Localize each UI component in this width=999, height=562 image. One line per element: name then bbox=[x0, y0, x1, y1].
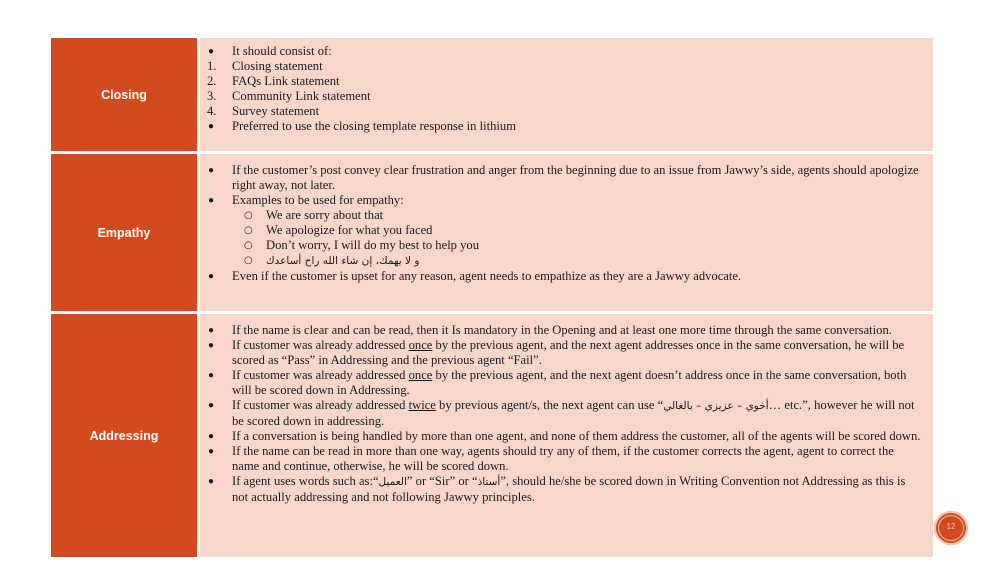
slide-number: 12 bbox=[946, 522, 956, 531]
table-row-empathy bbox=[51, 153, 933, 313]
bullet-icon: ● bbox=[208, 195, 215, 206]
bullet-icon: ● bbox=[208, 165, 215, 176]
number-marker: 1. bbox=[207, 59, 217, 73]
bullet-icon: ● bbox=[208, 431, 215, 442]
underlined-word: once bbox=[408, 338, 433, 352]
number-marker: 2. bbox=[207, 74, 217, 88]
table-row-addressing bbox=[51, 313, 933, 558]
empathy-bullet-1: If the customer’s post convey clear frustration and anger from the beginning due to an issue from Jawwy’s side, agents should apologize right away, not later. bbox=[232, 163, 919, 192]
closing-item-1: Closing statement bbox=[232, 59, 323, 73]
addressing-bullet-7 bbox=[232, 474, 905, 504]
bullet-icon: ● bbox=[208, 370, 215, 381]
underlined-word: twice bbox=[408, 398, 436, 412]
empathy-content bbox=[199, 153, 934, 313]
closing-label: Closing bbox=[51, 38, 199, 153]
list-item bbox=[200, 119, 923, 134]
text-run: by the previous agent, and the next agent doesn’t address once in the same conversation, both will be scored down in Addressing. bbox=[232, 368, 907, 397]
empathy-example-3: Don’t worry, I will do my best to help you bbox=[266, 238, 480, 252]
arabic-text: العميل bbox=[378, 476, 407, 488]
addressing-bullet-6: If the name can be read in more than one way, agents should try any of them, if the customer corrects the agent, agent to correct the name and continue, otherwise, he will be scored down. bbox=[232, 444, 894, 473]
circle-bullet-icon: ○ bbox=[244, 240, 253, 251]
text-run: by previous agent/s, the next agent can use “ bbox=[435, 398, 664, 412]
text-run: by the previous agent, and the next agent addresses once in the same conversation, he will be scored as “Pass” in Addressing and the previous agent “Fail”. bbox=[232, 338, 905, 367]
arabic-text: أستاذ bbox=[477, 476, 501, 488]
closing-item-4: Survey statement bbox=[232, 104, 320, 118]
empathy-example-2: We apologize for what you faced bbox=[266, 223, 433, 237]
empathy-example-1: We are sorry about that bbox=[266, 208, 384, 222]
text-run: If customer was already addressed bbox=[232, 338, 409, 352]
list-item bbox=[200, 44, 923, 59]
list-item bbox=[200, 474, 923, 505]
closing-item-2: FAQs Link statement bbox=[232, 74, 340, 88]
list-item bbox=[200, 398, 923, 429]
list-item bbox=[200, 193, 923, 208]
underlined-word: once bbox=[408, 368, 433, 382]
bullet-icon: ● bbox=[208, 340, 215, 351]
text-run: If customer was already addressed bbox=[232, 398, 409, 412]
empathy-bullet-3: Even if the customer is upset for any reason, agent needs to empathize as they are a Jawwy advocate. bbox=[232, 269, 742, 283]
addressing-bullet-2 bbox=[232, 338, 904, 367]
quality-criteria-table bbox=[51, 38, 933, 557]
list-item bbox=[200, 323, 923, 338]
addressing-bullet-3 bbox=[232, 368, 906, 397]
bullet-icon: ● bbox=[208, 271, 215, 282]
bullet-icon: ● bbox=[208, 325, 215, 336]
closing-content bbox=[199, 38, 934, 153]
list-item bbox=[200, 444, 923, 474]
list-item bbox=[200, 163, 923, 193]
list-item bbox=[200, 253, 923, 269]
list-item bbox=[200, 429, 923, 444]
addressing-bullet-5: If a conversation is being handled by more than one agent, and none of them address the customer, all of the agents will be scored down. bbox=[232, 429, 921, 443]
circle-bullet-icon: ○ bbox=[244, 225, 253, 236]
bullet-icon: ● bbox=[208, 400, 215, 411]
empathy-bullet-2: Examples to be used for empathy: bbox=[232, 193, 404, 207]
list-item bbox=[200, 59, 923, 74]
closing-item-3: Community Link statement bbox=[232, 89, 371, 103]
list-item bbox=[200, 223, 923, 238]
list-item bbox=[200, 238, 923, 253]
list-item bbox=[200, 89, 923, 104]
arabic-text: أخوي – عزيزي – بالغالي bbox=[663, 400, 769, 412]
text-run: If customer was already addressed bbox=[232, 368, 409, 382]
bullet-icon: ● bbox=[208, 476, 215, 487]
slide-number-button[interactable] bbox=[934, 511, 968, 545]
list-item bbox=[200, 368, 923, 398]
list-item bbox=[200, 338, 923, 368]
addressing-bullet-4 bbox=[232, 398, 914, 428]
text-run: ”, should he/she be scored down in Writing Convention not Addressing as this is not actually addressing and not following Jawwy principles. bbox=[232, 474, 906, 504]
list-item bbox=[200, 74, 923, 89]
circle-bullet-icon: ○ bbox=[244, 210, 253, 221]
list-item bbox=[200, 269, 923, 284]
text-run: If agent uses words such as:“ bbox=[232, 474, 379, 488]
bullet-icon: ● bbox=[208, 121, 215, 132]
closing-intro: It should consist of: bbox=[232, 44, 332, 58]
list-item bbox=[200, 104, 923, 119]
empathy-example-4: و لا يهمك، إن شاء الله راح أساعدك bbox=[266, 255, 420, 267]
text-run: … etc.”, however he will not be scored down in addressing. bbox=[232, 398, 915, 428]
list-item bbox=[200, 208, 923, 223]
table-row-closing bbox=[51, 38, 933, 153]
addressing-label: Addressing bbox=[51, 313, 199, 558]
number-marker: 4. bbox=[207, 104, 217, 118]
addressing-content bbox=[199, 313, 934, 558]
empathy-label: Empathy bbox=[51, 153, 199, 313]
bullet-icon: ● bbox=[208, 446, 215, 457]
number-marker: 3. bbox=[207, 89, 217, 103]
closing-tail: Preferred to use the closing template response in lithium bbox=[232, 119, 516, 133]
addressing-bullet-1: If the name is clear and can be read, then it Is mandatory in the Opening and at least one more time through the same conversation. bbox=[232, 323, 892, 337]
circle-bullet-icon: ○ bbox=[244, 255, 253, 266]
text-run: ” or “Sir” or “ bbox=[406, 474, 478, 488]
bullet-icon: ● bbox=[208, 46, 215, 57]
